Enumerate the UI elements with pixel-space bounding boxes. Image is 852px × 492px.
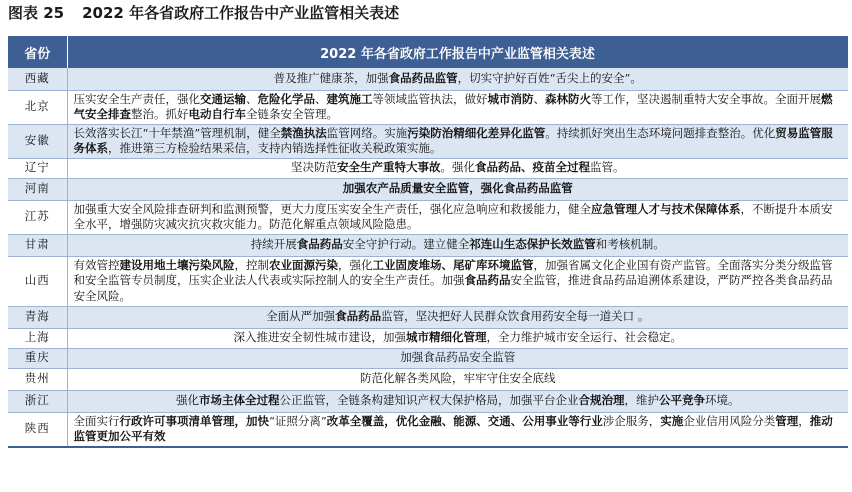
province-cell: 安徽 [8,124,67,158]
statement-text: 监管网络。实施 [326,125,408,140]
province-cell: 西藏 [8,68,67,90]
statement-text: 持续开展 [250,237,297,252]
statement-text: 和考核机制。 [595,237,665,252]
policy-table [8,36,849,448]
statement-text: 、 [315,91,327,106]
province-cell: 陕西 [8,412,67,447]
statement-cell [67,390,848,412]
statement-emphasis: 市场主体全过程 [199,393,280,408]
statement-cell [67,178,848,200]
statement-cell [67,68,848,90]
table-row [8,178,848,200]
statement-text: 安全监管，推进食品药品追溯体系建设，严防严控各类食品药品安全风险。 [73,273,833,303]
statement-emphasis: 贸易监管服务体系 [73,125,833,155]
statement-text: 涉企服务， [602,413,661,428]
province-cell: 浙江 [8,390,67,412]
statement-cell [67,124,848,158]
statement-emphasis: 合规治理 [578,393,625,408]
province-cell: 甘肃 [8,234,67,256]
statement-text: 加强食品药品安全监管 [400,350,516,365]
province-cell: 贵州 [8,368,67,390]
statement-emphasis: 工业固废堆场、尾矿库环境监管 [372,257,534,272]
statement-emphasis: 食品药品 [296,237,343,252]
statement-emphasis: 加强农产品质量安全监管，强化食品药品监管 [342,181,573,196]
statement-text: ，推进第三方检验结果采信，支持内销选择性征收关税政策实施。 [108,141,442,155]
table-row [8,412,848,447]
statement-emphasis: 交通运输 [200,91,246,106]
statement-cell [67,90,848,124]
statement-emphasis: 燃气安全排查 [73,91,833,121]
statement-emphasis: 公平竞争 [659,393,705,408]
statement-cell [67,306,848,328]
table-row [8,124,848,158]
statement-emphasis: 改革全覆盖，优化金融、能源、交通、公用事业等行业 [326,413,603,428]
table-row [8,348,848,368]
statement-cell [67,348,848,368]
figure-title [8,0,399,26]
table-row [8,256,848,306]
province-cell: 河南 [8,178,67,200]
statement-text: 防范化解各类风险，牢牢守住安全底线 [360,371,556,386]
statement-text: 全面从严加强 [266,309,336,324]
statement-text: 坚决防范 [291,160,337,175]
statement-text: ，加强省属文化企业国有资产监管。全面落实分类分级监管和安全监管专员制度，压实企业法人代表或实际控制人的安全生产责任。加强 [73,257,833,288]
statement-text: ，维护 [624,393,659,408]
statement-text: 强化 [176,393,199,408]
statement-emphasis: 禁渔执法 [280,125,327,140]
statement-text: “证照分离” [269,413,327,428]
table-row [8,200,848,234]
statement-text: 全面实行 [73,413,120,428]
statement-text: 安全守护行动。建立健全 [342,237,470,252]
statement-cell [67,200,848,234]
statement-text: 长效落实长江“十年禁渔”管理机制，健全 [73,125,281,140]
statement-emphasis: 推动监管更加公平有效 [73,413,833,443]
province-cell: 重庆 [8,348,67,368]
province-cell: 江苏 [8,200,67,234]
statement-text: 监管。 [590,160,625,175]
statement-text: ，切实守护好百姓“舌尖上的安全”。 [457,71,642,85]
table-header-row [8,36,848,68]
statement-emphasis: 食品药品监管 [388,71,458,85]
statement-cell [67,234,848,256]
header-statement: 2022 年各省政府工作报告中产业监管相关表述 [67,36,848,68]
table-row [8,368,848,390]
statement-emphasis: 安全生产重特大事故 [337,160,441,175]
statement-text: 企业信用风险分类 [683,413,776,428]
statement-emphasis: 危险化学品 [257,91,315,106]
statement-emphasis: 行政许可事项清单管理，加快 [119,413,269,428]
table-row [8,306,848,328]
statement-emphasis: 食品药品、疫苗全过程 [475,160,590,175]
figure-title-text: 2022 年各省政府工作报告中产业监管相关表述 [82,4,400,22]
statement-text: ，强化 [338,257,373,272]
statement-text: 、 [246,91,258,106]
statement-emphasis: 实施 [660,413,684,428]
statement-text: 。强化 [440,160,475,175]
statement-text: 等领域监管执法，做好 [372,91,488,106]
statement-text: 全链条安全管理。 [246,107,338,121]
statement-text: ， [798,413,810,428]
province-cell: 青海 [8,306,67,328]
statement-text: 整治。抓好 [131,107,189,121]
statement-text: ，不断提升本质安全水平，增强防灾减灾抗灾救灾能力。防范化解重点领域风险隐患。 [73,201,833,231]
statement-emphasis: 食品药品 [335,309,382,324]
statement-text: ，全力维护城市安全运行、社会稳定。 [486,330,682,345]
figure-number: 图表 25 [8,4,65,22]
statement-emphasis: 祁连山生态保护长效监管 [469,237,596,252]
statement-cell [67,328,848,348]
statement-emphasis: 建设用地土壤污染风险 [119,257,235,272]
header-province: 省份 [8,36,67,68]
statement-emphasis: 食品药品 [464,273,511,288]
province-cell: 辽宁 [8,158,67,178]
statement-emphasis: 建筑施工 [326,91,373,106]
statement-text: ，控制 [234,257,269,272]
statement-text: 压实安全生产责任，强化 [73,91,200,106]
statement-text: 环境。 [705,393,740,408]
statement-emphasis: 应急管理人才与技术保障体系 [591,201,741,216]
statement-emphasis: 森林防火 [545,91,591,106]
statement-text: 深入推进安全韧性城市建设，加强 [233,330,406,345]
statement-cell [67,158,848,178]
table-row [8,390,848,412]
statement-emphasis: 污染防治精细化差异化监管 [407,125,546,140]
table-row [8,68,848,90]
statement-text: 等工作，坚决遏制重特大安全事故。全面开展 [591,91,821,106]
statement-emphasis: 城市消防 [487,91,534,106]
statement-text: 公正监管，全链条构建知识产权大保护格局，加强平台企业 [279,393,579,408]
table-body [8,68,848,447]
table-row [8,234,848,256]
province-cell: 上海 [8,328,67,348]
statement-text: 监管，坚决把好人民群众饮食用药安全每一道关口 。 [381,309,650,324]
statement-text: 普及推广健康茶，加强 [273,71,389,85]
statement-text: 加强重大安全风险排查研判和监测预警，更大力度压实安全生产责任，强化应急响应和救援能力，健全 [73,201,591,216]
statement-emphasis: 农业面源污染 [269,257,338,272]
province-cell: 北京 [8,90,67,124]
statement-cell [67,256,848,306]
statement-cell [67,412,848,447]
statement-text: 有效管控 [73,257,120,272]
statement-emphasis: 管理 [775,413,799,428]
table-row [8,90,848,124]
statement-emphasis: 电动自行车 [188,107,246,121]
province-cell: 山西 [8,256,67,306]
statement-emphasis: 城市精细化管理 [406,330,487,345]
statement-text: 、 [533,91,545,106]
statement-text: 。持续抓好突出生态环境问题排查整治。优化 [545,125,776,140]
table-row [8,328,848,348]
statement-cell [67,368,848,390]
table-row [8,158,848,178]
